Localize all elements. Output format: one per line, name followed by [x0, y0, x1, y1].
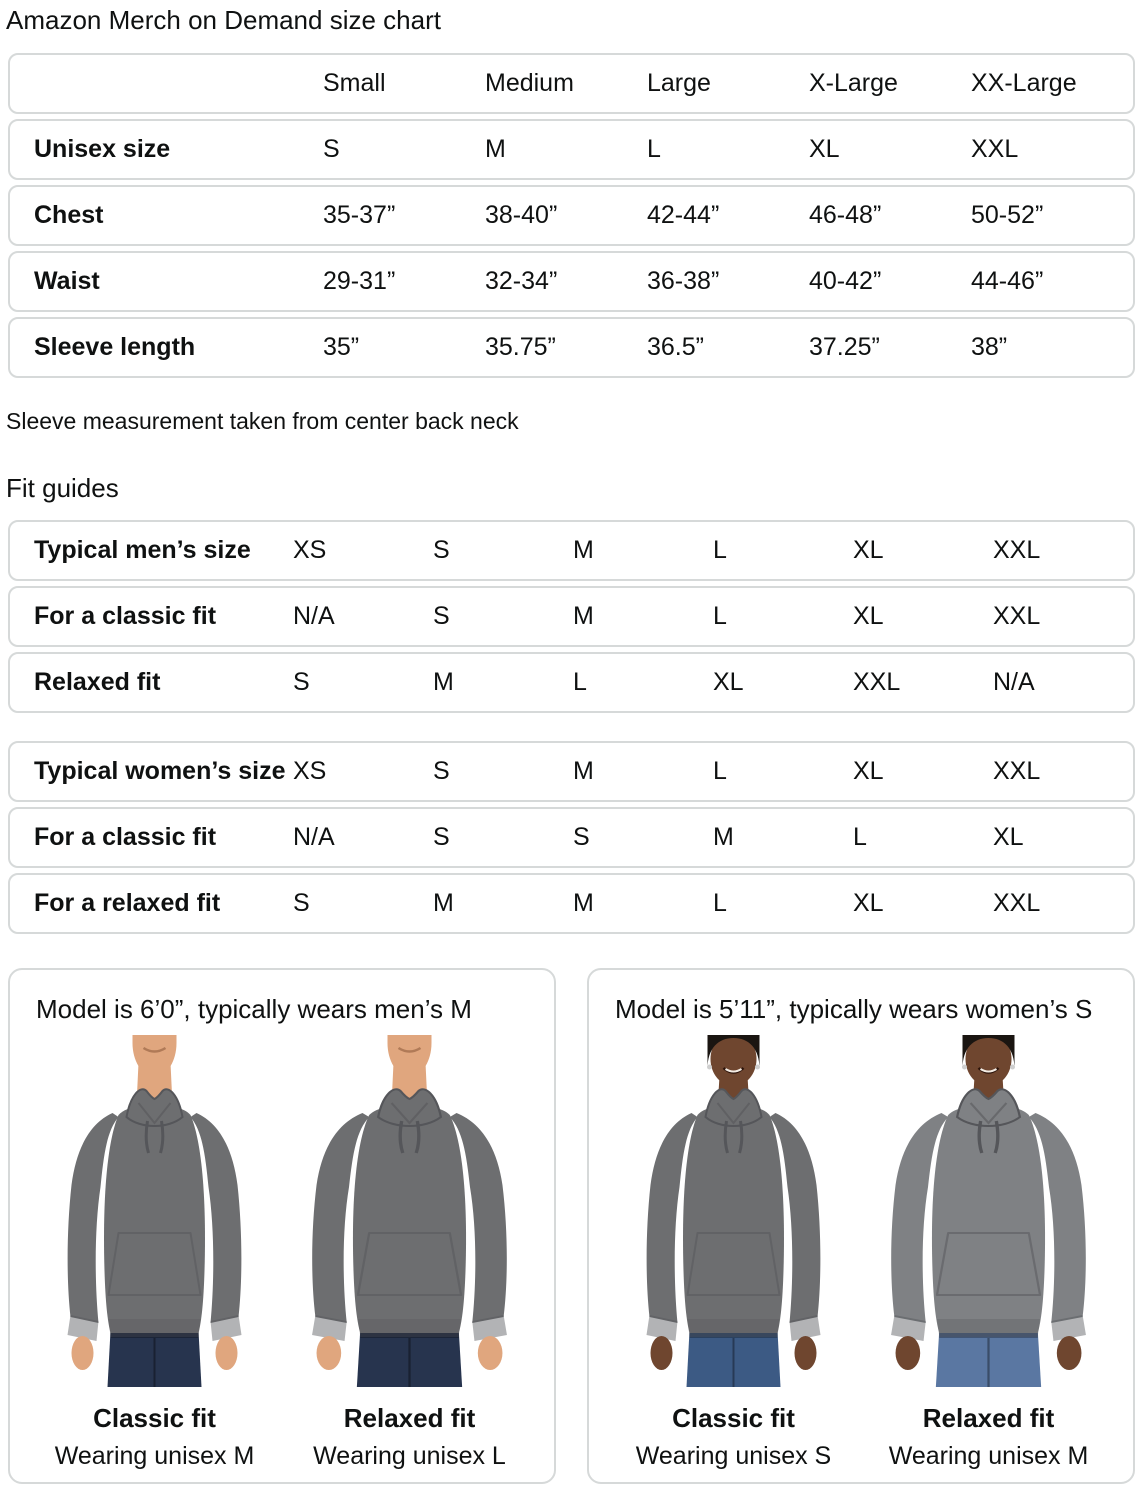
page-title: Amazon Merch on Demand size chart	[6, 5, 441, 35]
cell: 37.25”	[809, 332, 880, 361]
hoodie-and-jeans	[647, 1089, 821, 1387]
row-label: Chest	[34, 200, 104, 229]
fit-label: Relaxed fit	[922, 1402, 1055, 1433]
cell: M	[433, 888, 454, 917]
model-relaxed	[287, 1035, 532, 1471]
table-row-unisex-size	[8, 119, 1135, 180]
model-photo	[866, 1035, 1111, 1387]
row-label: Typical men’s size	[34, 535, 251, 564]
model-photo	[287, 1035, 532, 1387]
model-card-header: Model is 5’11”, typically wears women’s S	[615, 993, 1093, 1024]
size-table-header-row	[8, 53, 1135, 114]
row-label: For a relaxed fit	[34, 888, 221, 917]
cell: S	[293, 888, 310, 917]
column-header-x-large: X-Large	[809, 68, 898, 97]
row-label: For a classic fit	[34, 822, 217, 851]
model-card-header: Model is 6’0”, typically wears men’s M	[36, 993, 472, 1024]
cell: 36.5”	[647, 332, 704, 361]
cell: XXL	[993, 756, 1041, 785]
model-image	[287, 1035, 532, 1387]
model-relaxed	[866, 1035, 1111, 1471]
cell: 36-38”	[647, 266, 720, 295]
model-image	[866, 1035, 1111, 1387]
row-label: Typical women’s size	[34, 756, 286, 785]
cell: N/A	[293, 822, 335, 851]
cell: XS	[293, 535, 327, 564]
cell: S	[433, 535, 450, 564]
cell: M	[573, 601, 594, 630]
cell: 42-44”	[647, 200, 720, 229]
cell: M	[573, 535, 594, 564]
wearing-label: Wearing unisex M	[54, 1441, 255, 1470]
column-header-medium: Medium	[485, 68, 574, 97]
table-row-typical-womens-size	[8, 741, 1135, 802]
table-row-waist	[8, 251, 1135, 312]
cell: 29-31”	[323, 266, 396, 295]
row-label: Unisex size	[34, 134, 171, 163]
model-cards-row	[8, 968, 1135, 1484]
column-header-large: Large	[647, 68, 711, 97]
wearing-label: Wearing unisex S	[635, 1441, 832, 1470]
cell: M	[573, 888, 594, 917]
fit-guide-table-mens	[8, 520, 1135, 713]
size-table	[8, 53, 1135, 378]
table-row-classic-fit	[8, 807, 1135, 868]
cell: 50-52”	[971, 200, 1044, 229]
cell: L	[647, 134, 661, 163]
cell: L	[713, 535, 727, 564]
cell: XL	[809, 134, 840, 163]
cell: S	[433, 822, 450, 851]
mens-model-card	[8, 968, 556, 1484]
cell: S	[323, 134, 340, 163]
cell: 35-37”	[323, 200, 396, 229]
model-image	[611, 1035, 856, 1387]
cell: S	[433, 756, 450, 785]
row-label: For a classic fit	[34, 601, 217, 630]
cell: L	[853, 822, 867, 851]
cell: S	[293, 667, 310, 696]
hoodie-and-jeans	[68, 1089, 242, 1387]
row-label: Waist	[34, 266, 100, 295]
cell: XXL	[993, 601, 1041, 630]
cell: XL	[853, 535, 884, 564]
table-row-classic-fit	[8, 586, 1135, 647]
cell: XL	[993, 822, 1024, 851]
cell: M	[713, 822, 734, 851]
fit-label: Relaxed fit	[343, 1402, 476, 1433]
cell: XXL	[971, 134, 1019, 163]
fit-guides-heading: Fit guides	[6, 472, 119, 503]
cell: 46-48”	[809, 200, 882, 229]
cell: 35.75”	[485, 332, 556, 361]
wearing-label: Wearing unisex M	[888, 1441, 1089, 1470]
column-header-xx-large: XX-Large	[971, 68, 1077, 97]
cell: XXL	[993, 888, 1041, 917]
fit-label: Classic fit	[93, 1402, 216, 1433]
cell: XS	[293, 756, 327, 785]
cell: 40-42”	[809, 266, 882, 295]
cell: XL	[853, 601, 884, 630]
cell: L	[713, 601, 727, 630]
model-classic	[611, 1035, 856, 1471]
row-label: Relaxed fit	[34, 667, 161, 696]
cell: S	[433, 601, 450, 630]
hoodie-and-jeans	[891, 1089, 1086, 1387]
model-photo	[611, 1035, 856, 1387]
womens-model-card	[587, 968, 1135, 1484]
cell: 38”	[971, 332, 1008, 361]
cell: L	[713, 756, 727, 785]
cell: M	[433, 667, 454, 696]
hoodie-and-jeans	[312, 1089, 507, 1387]
cell: N/A	[293, 601, 335, 630]
cell: N/A	[993, 667, 1035, 696]
table-row-relaxed-fit	[8, 652, 1135, 713]
fit-label: Classic fit	[672, 1402, 795, 1433]
cell: XL	[853, 756, 884, 785]
cell: XXL	[853, 667, 901, 696]
cell: XL	[853, 888, 884, 917]
cell: XXL	[993, 535, 1041, 564]
row-label: Sleeve length	[34, 332, 196, 361]
cell: M	[485, 134, 506, 163]
wearing-label: Wearing unisex L	[313, 1441, 506, 1470]
table-row-chest	[8, 185, 1135, 246]
sleeve-measurement-note: Sleeve measurement taken from center back neck	[6, 407, 519, 434]
model-classic	[32, 1035, 277, 1471]
table-row-sleeve-length	[8, 317, 1135, 378]
model-image	[32, 1035, 277, 1387]
model-photo	[32, 1035, 277, 1387]
cell: 35”	[323, 332, 360, 361]
cell: M	[573, 756, 594, 785]
table-row-relaxed-fit	[8, 873, 1135, 934]
fit-guide-table-womens	[8, 741, 1135, 934]
cell: 44-46”	[971, 266, 1044, 295]
cell: L	[573, 667, 587, 696]
cell: L	[713, 888, 727, 917]
column-header-small: Small	[323, 68, 386, 97]
cell: 38-40”	[485, 200, 558, 229]
cell: 32-34”	[485, 266, 558, 295]
table-row-typical-mens-size	[8, 520, 1135, 581]
cell: S	[573, 822, 590, 851]
cell: XL	[713, 667, 744, 696]
